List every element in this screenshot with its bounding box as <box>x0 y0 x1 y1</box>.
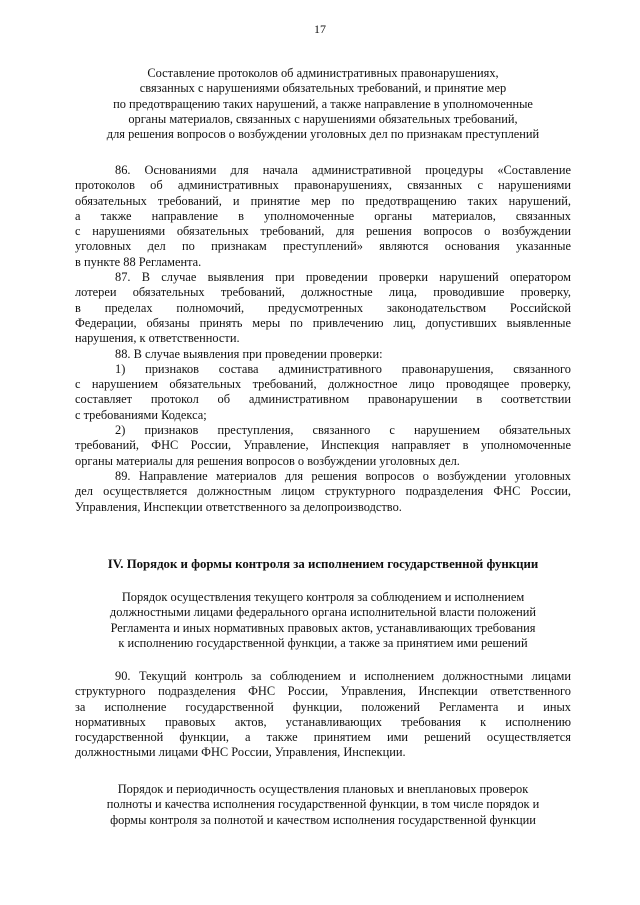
paragraph-86: 86. Основаниями для начала административной процедуры «Составление протоколов об административных правонарушениях, связанных с нарушениями обязательных требований, и принятие мер по предотвращению таких нарушений, а также направление в уполномоченные органы материалов, связанных с нарушениями обязательных требований, для решения вопросов о возбуждении уголовных дел по признакам преступлений» являются основания указанные в пункте 88 Регламента. 87. В случае выявления при проведении проверки нарушений оператором лотереи обязательных требований, должностные лица, проводившие проверку, в пределах полномочий, предусмотренных законодательством Российской Федерации, обязаны принять меры по привлечению лиц, допустивших выявленные нарушения, к ответственности. 88. В случае выявления при проведении проверки: 1) признаков состава административного правонарушения, связанного с нарушением обязательных требований, должностное лицо проводящее проверку, составляет протокол об административном правонарушении в соответствии с требованиями Кодекса; 2) признаков преступления, связанного с нарушением обязательных требований, ФНС России, Управление, Инспекция направляет в уполномоченные органы материалы для решения вопросов о возбуждении уголовных дел. 89. Направление материалов для решения вопросов о возбуждении уголовных дел осуществляется должностным лицом структурного подразделения ФНС России, Управления, Инспекции ответственного за делопроизводство. <box>75 163 571 514</box>
paragraph-88-item-2: 2) признаков преступления, связанного с нарушением обязательных <box>115 423 571 438</box>
page-number: 17 <box>314 22 326 36</box>
paragraph-89: 89. Направление материалов для решения вопросов о возбуждении уголовных <box>115 468 571 483</box>
paragraph-90: 90. Текущий контроль за соблюдением и исполнением должностными лицами структурного подразделения ФНС России, Управления, Инспекции ответственного за исполнение государственной функции, положений Регламента и иных нормативных правовых актов, устанавливающих требования к исполнению государственной функции, а также принятием ими решений осуществляется должностными лицами ФНС России, Управления, Инспекции. <box>75 669 571 760</box>
paragraph-87: 87. В случае выявления при проведении проверки нарушений оператором <box>115 270 571 285</box>
section-heading: IV. Порядок и формы контроля за исполнением государственной функции <box>107 557 539 571</box>
subsection-title-inspections: Порядок и периодичность осуществления плановых и внеплановых проверок полноты и качества исполнения государственной функции, в том числе порядок и формы контроля за полнотой и качеством исполнения государственной функции <box>106 782 540 827</box>
subsection-title-current-control: Порядок осуществления текущего контроля за соблюдением и исполнением должностными лицами федерального органа исполнительной власти положений Регламента и иных нормативных правовых актов, устанавливающих требования к исполнению государственной функции, а также за принятием ими решений <box>109 590 537 650</box>
paragraph-88-item-1: 1) признаков состава административного правонарушения, связанного <box>115 361 571 376</box>
paragraph-88-intro: 88. В случае выявления при проведении проверки: <box>115 346 383 361</box>
subsection-title-protocols: Составление протоколов об административных правонарушениях, связанных с нарушениями обязательных требований, и принятие мер по предотвращению таких нарушений, а также направление в уполномоченные органы материалов, связанных с нарушениями обязательных требований, для решения вопросов о возбуждении уголовных дел по признакам преступлений <box>106 66 540 142</box>
